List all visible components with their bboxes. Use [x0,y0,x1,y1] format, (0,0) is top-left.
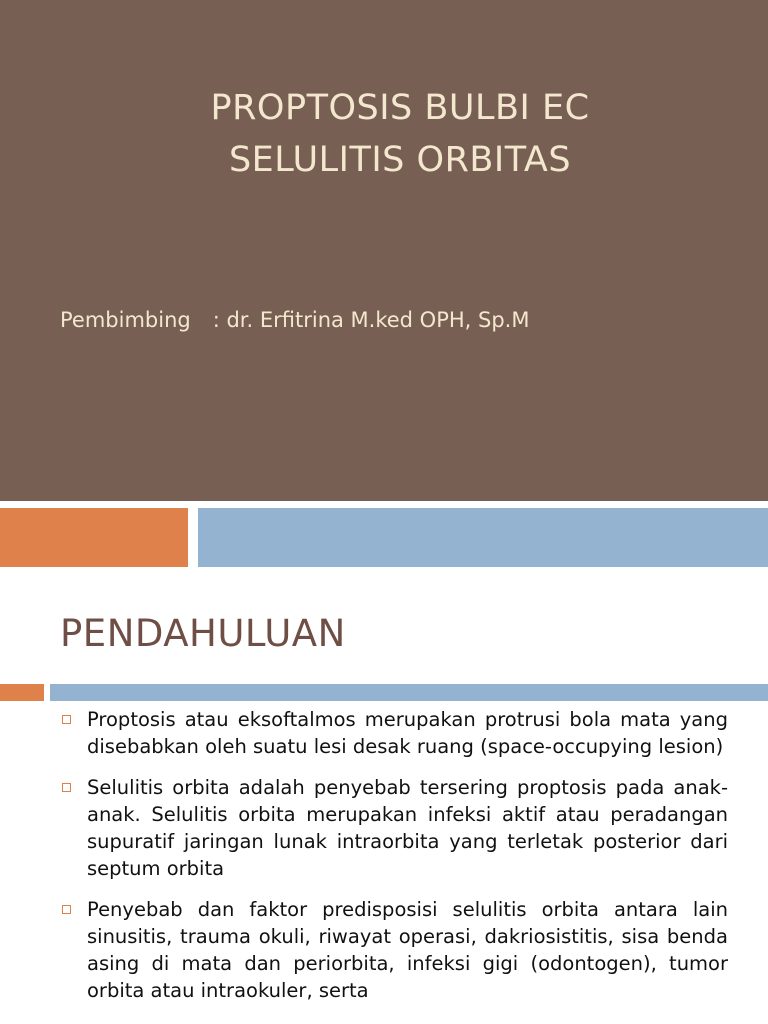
heading-accent-blue-bar [50,684,768,701]
section-heading: PENDAHULUAN [60,612,346,655]
title-slide-background [0,0,768,501]
list-item [87,706,728,760]
square-bullet-icon [62,715,71,724]
heading-accent-orange-bar [0,684,44,701]
bullet-text: Proptosis atau eksoftalmos merupakan protrusi bola mata yang disebabkan oleh suatu lesi desak ruang (space-occupying lesion) [87,708,728,758]
list-item [87,896,728,1004]
supervisor-line [60,308,529,332]
bullet-list [0,706,768,1018]
square-bullet-icon [62,905,71,914]
bullet-text: Penyebab dan faktor predisposisi selulitis orbita antara lain sinusitis, trauma okuli, riwayat operasi, dakriosistitis, sisa benda asing di mata dan periorbita, infeksi gigi (odontogen), tumor orbita atau intraokuler, serta [87,898,728,1002]
supervisor-label: Pembimbing [60,308,191,332]
title-accent-blue-bar [198,508,768,567]
title-accent-orange-bar [0,508,188,567]
title-line-2: SELULITIS ORBITAS [228,140,572,180]
title-slide-title [0,82,768,186]
title-line-1: PROPTOSIS BULBI EC [210,88,590,128]
list-item [87,774,728,882]
square-bullet-icon [62,783,71,792]
supervisor-value: : dr. Erfitrina M.ked OPH, Sp.M [212,308,530,332]
bullet-text: Selulitis orbita adalah penyebab tersering proptosis pada anak-anak. Selulitis orbita merupakan infeksi aktif atau peradangan supuratif jaringan lunak intraorbita yang terletak posterior dari septum orbita [87,776,728,880]
